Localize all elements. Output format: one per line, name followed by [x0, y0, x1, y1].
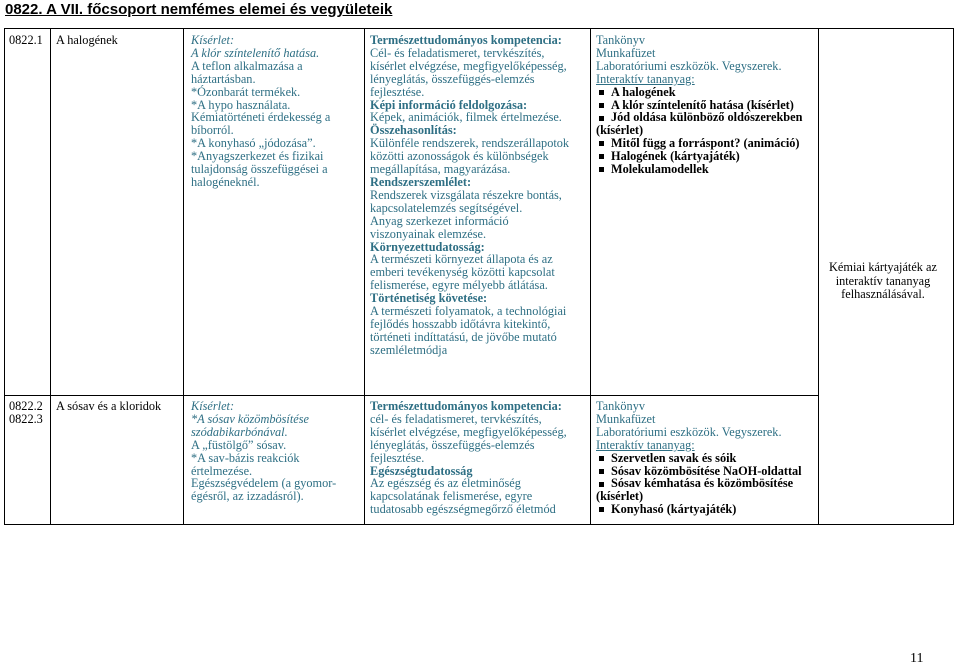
curriculum-table — [4, 28, 954, 525]
text-line: szemléletmódja — [370, 342, 448, 357]
row-divider — [5, 395, 819, 396]
section-code: 0822.3 — [9, 411, 43, 426]
square-bullet-icon — [599, 116, 604, 121]
square-bullet-icon — [599, 141, 604, 146]
row1-topic — [56, 34, 118, 47]
bullet-text: A halogének — [611, 84, 676, 99]
text-line: emberi tevékenység közötti kapcsolat — [370, 265, 555, 280]
side-note-line: Kémiai kártyajáték az — [829, 260, 937, 274]
resource-item: Laboratóriumi eszközök. Vegyszerek. — [596, 58, 782, 73]
topic-title: A halogének — [56, 33, 118, 47]
text-line: lényeglátás, összefüggés-elemzés — [370, 437, 535, 452]
text-line: cél- és feladatismeret, tervkészítés, — [370, 411, 542, 426]
text-line: A természeti környezet állapota és az — [370, 252, 553, 267]
interactive-material-link[interactable]: Interaktív tananyag: — [596, 437, 695, 452]
text-line: Anyag szerkezet információ — [370, 213, 509, 228]
text-line: A teflon alkalmazása a — [191, 58, 303, 73]
bullet-item — [596, 163, 802, 176]
resource-item: Tankönyv — [596, 33, 646, 47]
text-line: Kísérlet: — [191, 399, 235, 413]
text-line: tulajdonság összefüggései a — [191, 162, 328, 177]
row2-competencies — [370, 400, 567, 516]
square-bullet-icon — [599, 482, 604, 487]
text-line: *Ózonbarát termékek. — [191, 84, 301, 99]
text-line: *Anyagszerkezet és fizikai — [191, 149, 324, 164]
square-bullet-icon — [599, 167, 604, 172]
bullet-continuation: (kísérlet) — [596, 123, 644, 138]
resource-item: Laboratóriumi eszközök. Vegyszerek. — [596, 424, 782, 439]
resource-item: Munkafüzet — [596, 45, 656, 60]
text-line: Egészségtudatosság — [370, 463, 473, 478]
row1-activities — [191, 34, 330, 189]
text-line: Képek, animációk, filmek értelmezése. — [370, 110, 562, 125]
bullet-text: Konyhasó (kártyajáték) — [611, 502, 737, 517]
text-line: fejlesztése. — [370, 84, 425, 99]
text-line: égésről, az izzadásról). — [191, 489, 304, 504]
row2-codes — [9, 400, 43, 426]
bullet-text: Sósav kémhatása és közömbösítése — [611, 476, 794, 491]
text-line: kapcsolatelemzés segítségével. — [370, 200, 523, 215]
text-line: Különféle rendszerek, rendszerállapotok — [370, 136, 570, 151]
bullet-text: Mitől függ a forráspont? (animáció) — [611, 136, 800, 151]
text-line: Kísérlet: — [191, 33, 235, 47]
interactive-material-link[interactable]: Interaktív tananyag: — [596, 71, 695, 86]
text-line: Rendszerszemlélet: — [370, 174, 472, 189]
text-line: fejlődés hosszabb időtávra kitekintő, — [370, 316, 551, 331]
text-line: háztartásban. — [191, 71, 256, 86]
page-number: 11 — [910, 651, 924, 666]
text-line: *A sav-bázis reakciók — [191, 450, 300, 465]
text-line: kísérlet elvégzése, megfigyelőképesség, — [370, 424, 567, 439]
text-line: felismerése, egyre mélyebb átlátása. — [370, 278, 548, 293]
square-bullet-icon — [599, 507, 604, 512]
column-divider — [590, 29, 591, 524]
text-line: Összehasonlítás: — [370, 123, 457, 138]
text-line: Egészségvédelem (a gyomor- — [191, 476, 337, 491]
side-note-line: felhasználásával. — [841, 287, 925, 301]
text-line: közötti azonosságok és különbségek — [370, 149, 549, 164]
text-line: Az egészség és az életminőség — [370, 476, 521, 491]
row2-topic — [56, 400, 161, 413]
topic-title: A sósav és a kloridok — [56, 399, 162, 413]
bullet-text: Szervetlen savak és sóik — [611, 450, 737, 465]
text-line: történeti indíttatású, de jövőbe mutató — [370, 329, 557, 344]
text-line: viszonyainak elemzése. — [370, 226, 487, 241]
text-line: Természettudományos kompetencia: — [370, 399, 562, 413]
row2-resources — [596, 400, 802, 516]
text-line: *A sósav közömbösítése — [191, 411, 309, 426]
text-line: lényeglátás, összefüggés-elemzés — [370, 71, 535, 86]
side-note — [818, 261, 948, 302]
column-divider — [50, 29, 51, 524]
column-divider — [364, 29, 365, 524]
square-bullet-icon — [599, 90, 604, 95]
section-code: 0822.1 — [9, 33, 43, 47]
bullet-continuation: (kísérlet) — [596, 489, 644, 504]
text-line: értelmezése. — [191, 463, 253, 478]
text-line: szódabikarbónával. — [191, 424, 288, 439]
text-line: fejlesztése. — [370, 450, 425, 465]
square-bullet-icon — [599, 469, 604, 474]
bullet-item — [596, 503, 802, 516]
text-line: megállapítása, magyarázása. — [370, 162, 511, 177]
row2-activities — [191, 400, 336, 503]
text-line: Környezettudatosság: — [370, 239, 485, 254]
text-line: bíborról. — [191, 123, 234, 138]
side-note-line: interaktív tananyag — [835, 273, 931, 288]
text-line: A „füstölgő” sósav. — [191, 437, 287, 452]
text-line: *A konyhasó „jódozása”. — [191, 136, 316, 151]
text-line: Cél- és feladatismeret, tervkészítés, — [370, 45, 545, 60]
text-line: tudatosabb egészségmegőrző életmód — [370, 502, 556, 517]
text-line: Természettudományos kompetencia: — [370, 33, 562, 47]
text-line: A természeti folyamatok, a technológiai — [370, 304, 567, 319]
bullet-text: Molekulamodellek — [611, 162, 709, 177]
resource-item: Tankönyv — [596, 399, 646, 413]
text-line: kísérlet elvégzése, megfigyelőképesség, — [370, 58, 567, 73]
text-line: Képi információ feldolgozása: — [370, 97, 528, 112]
square-bullet-icon — [599, 456, 604, 461]
text-line: Rendszerek vizsgálata részekre bontás, — [370, 187, 562, 202]
text-line: Kémiatörténeti érdekesség a — [191, 110, 331, 125]
square-bullet-icon — [599, 154, 604, 159]
row1-competencies — [370, 34, 569, 357]
text-line: Történetiség követése: — [370, 291, 488, 306]
bullet-text: Halogének (kártyajáték) — [611, 149, 740, 164]
text-line: halogéneknél. — [191, 174, 260, 189]
column-divider — [183, 29, 184, 524]
row1-resources — [596, 34, 802, 176]
resource-item: Munkafüzet — [596, 411, 656, 426]
bullet-text: A klór színtelenítő hatása (kísérlet) — [611, 97, 794, 112]
square-bullet-icon — [599, 103, 604, 108]
text-line: *A hypo használata. — [191, 97, 291, 112]
section-code: 0822.2 — [9, 399, 43, 413]
bullet-text: Sósav közömbösítése NaOH-oldattal — [611, 463, 802, 478]
page-title: 0822. A VII. főcsoport nemfémes elemei és vegyületeik — [5, 1, 393, 18]
row1-codes — [9, 34, 43, 47]
text-line: kapcsolatának felismerése, egyre — [370, 489, 533, 504]
text-line: A klór színtelenítő hatása. — [191, 45, 320, 60]
bullet-text: Jód oldása különböző oldószerekben — [611, 110, 803, 125]
